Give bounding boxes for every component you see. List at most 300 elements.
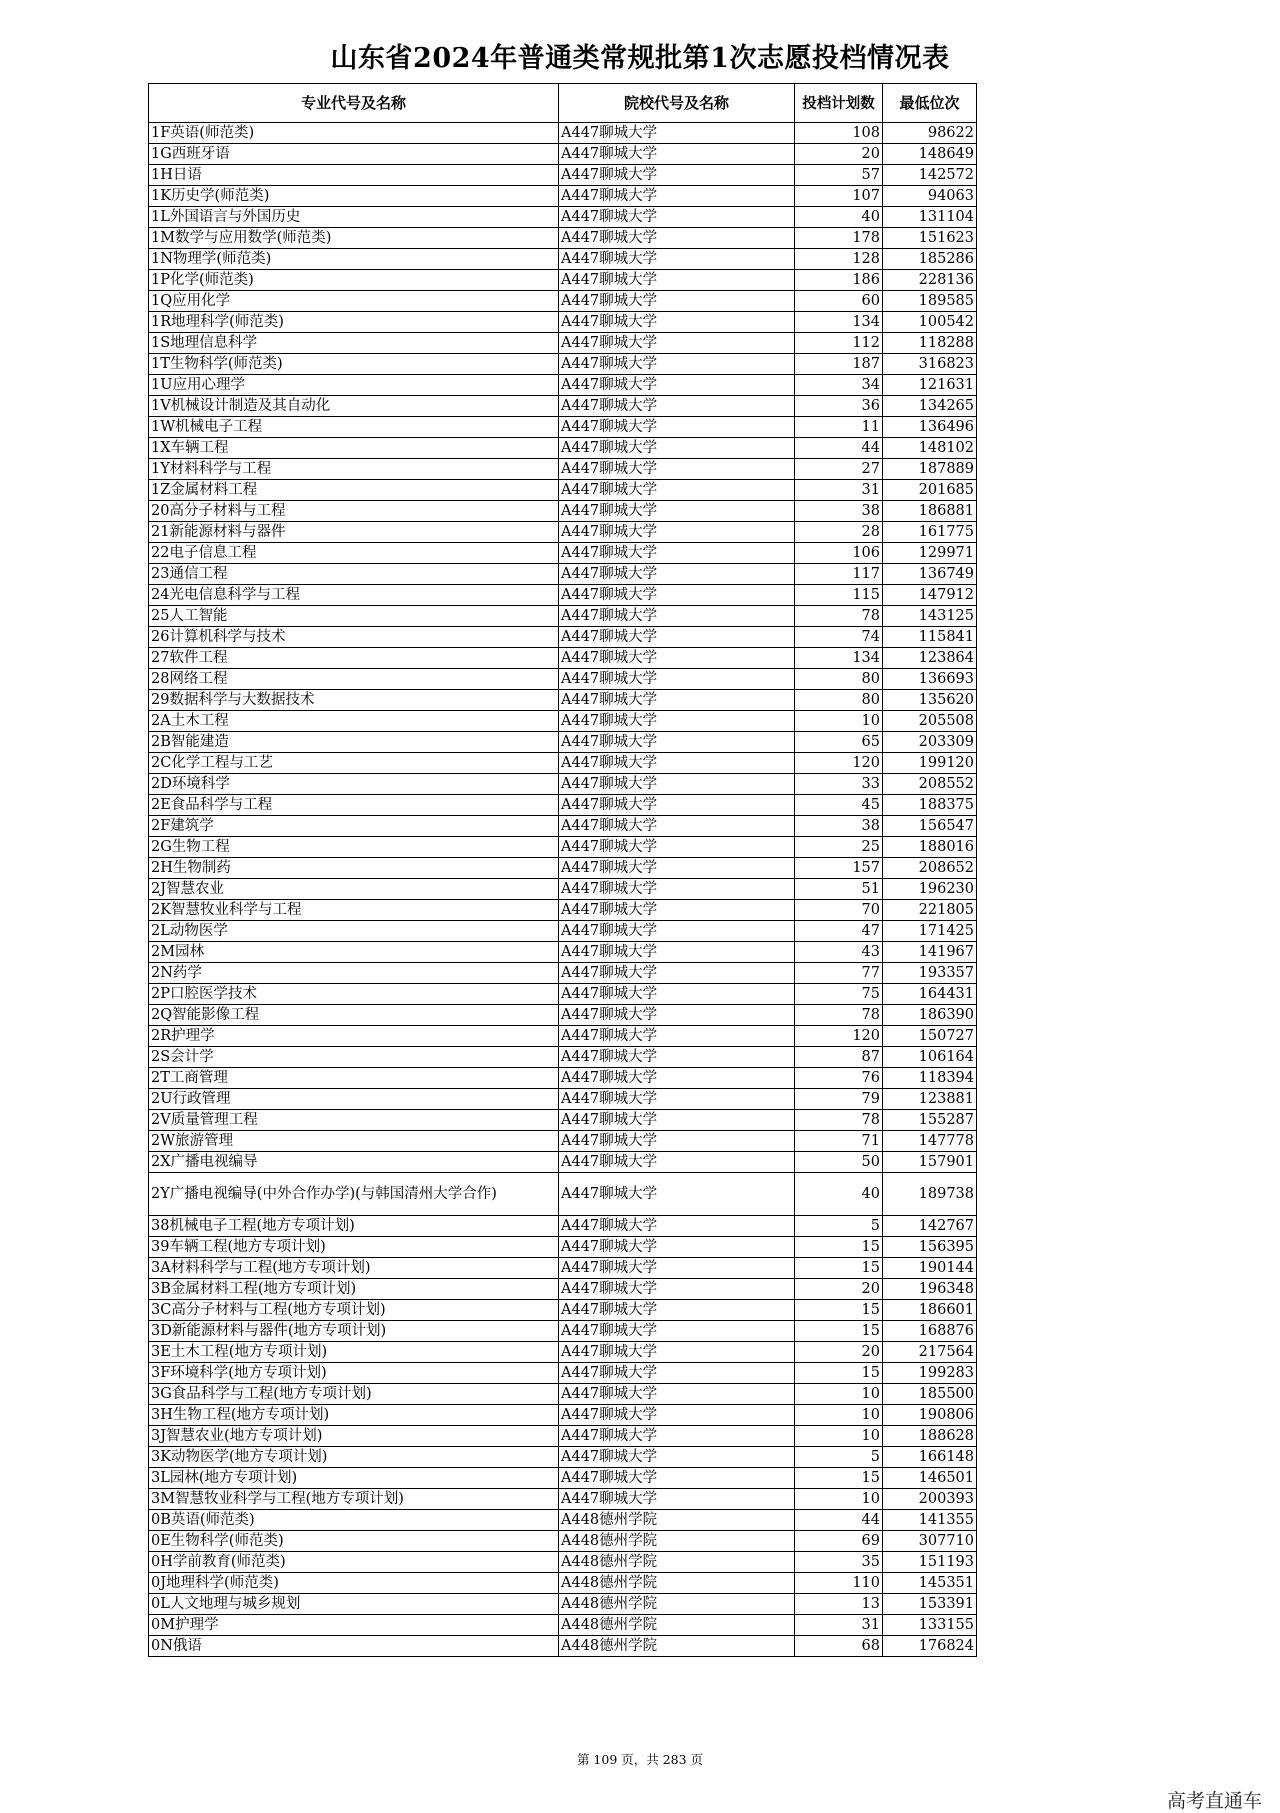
table-row	[149, 1531, 977, 1552]
cell-rank: 145351	[883, 1573, 977, 1594]
cell-plan: 15	[795, 1468, 883, 1489]
table-row	[149, 144, 977, 165]
cell-plan: 186	[795, 270, 883, 291]
cell-rank: 148102	[883, 438, 977, 459]
cell-rank: 146501	[883, 1468, 977, 1489]
cell-school: A447聊城大学	[559, 627, 795, 648]
cell-school: A447聊城大学	[559, 501, 795, 522]
table-row	[149, 1237, 977, 1258]
cell-school: A447聊城大学	[559, 753, 795, 774]
cell-school: A447聊城大学	[559, 480, 795, 501]
cell-plan: 35	[795, 1552, 883, 1573]
cell-rank: 98622	[883, 123, 977, 144]
cell-major: 2Q智能影像工程	[149, 1005, 559, 1026]
cell-plan: 44	[795, 1510, 883, 1531]
cell-major: 2E食品科学与工程	[149, 795, 559, 816]
cell-rank: 196348	[883, 1279, 977, 1300]
cell-rank: 121631	[883, 375, 977, 396]
cell-plan: 15	[795, 1300, 883, 1321]
cell-school: A447聊城大学	[559, 1405, 795, 1426]
cell-major: 1N物理学(师范类)	[149, 249, 559, 270]
table-row	[149, 627, 977, 648]
cell-rank: 188375	[883, 795, 977, 816]
cell-school: A447聊城大学	[559, 1468, 795, 1489]
cell-major: 2U行政管理	[149, 1089, 559, 1110]
cell-school: A447聊城大学	[559, 1300, 795, 1321]
cell-plan: 40	[795, 1173, 883, 1216]
cell-plan: 31	[795, 1615, 883, 1636]
cell-plan: 69	[795, 1531, 883, 1552]
table-row	[149, 1047, 977, 1068]
cell-plan: 128	[795, 249, 883, 270]
table-row	[149, 312, 977, 333]
cell-rank: 147778	[883, 1131, 977, 1152]
cell-plan: 15	[795, 1321, 883, 1342]
cell-plan: 20	[795, 144, 883, 165]
cell-rank: 199120	[883, 753, 977, 774]
cell-rank: 199283	[883, 1363, 977, 1384]
table-row	[149, 459, 977, 480]
cell-rank: 148649	[883, 144, 977, 165]
cell-school: A447聊城大学	[559, 333, 795, 354]
cell-school: A447聊城大学	[559, 900, 795, 921]
cell-school: A447聊城大学	[559, 564, 795, 585]
cell-school: A447聊城大学	[559, 165, 795, 186]
cell-rank: 168876	[883, 1321, 977, 1342]
cell-plan: 70	[795, 900, 883, 921]
table-row	[149, 1489, 977, 1510]
table-row	[149, 816, 977, 837]
cell-plan: 87	[795, 1047, 883, 1068]
cell-major: 0M护理学	[149, 1615, 559, 1636]
header-school: 院校代号及名称	[559, 84, 795, 123]
cell-rank: 123864	[883, 648, 977, 669]
table-row	[149, 921, 977, 942]
cell-major: 1H日语	[149, 165, 559, 186]
watermark: 高考直通车	[1166, 1790, 1262, 1812]
cell-school: A447聊城大学	[559, 396, 795, 417]
cell-major: 20高分子材料与工程	[149, 501, 559, 522]
table-row	[149, 1152, 977, 1173]
cell-rank: 156395	[883, 1237, 977, 1258]
table-row	[149, 606, 977, 627]
cell-plan: 110	[795, 1573, 883, 1594]
cell-rank: 141967	[883, 942, 977, 963]
cell-rank: 135620	[883, 690, 977, 711]
cell-major: 1Q应用化学	[149, 291, 559, 312]
cell-plan: 34	[795, 375, 883, 396]
cell-major: 28网络工程	[149, 669, 559, 690]
cell-school: A447聊城大学	[559, 1110, 795, 1131]
table-row	[149, 1300, 977, 1321]
table-row	[149, 354, 977, 375]
cell-school: A447聊城大学	[559, 1005, 795, 1026]
cell-plan: 78	[795, 606, 883, 627]
cell-plan: 33	[795, 774, 883, 795]
cell-plan: 44	[795, 438, 883, 459]
cell-school: A447聊城大学	[559, 690, 795, 711]
cell-school: A447聊城大学	[559, 1279, 795, 1300]
cell-school: A447聊城大学	[559, 1152, 795, 1173]
cell-major: 3L园林(地方专项计划)	[149, 1468, 559, 1489]
cell-school: A447聊城大学	[559, 1426, 795, 1447]
table-row	[149, 732, 977, 753]
cell-plan: 5	[795, 1216, 883, 1237]
cell-rank: 228136	[883, 270, 977, 291]
cell-school: A447聊城大学	[559, 942, 795, 963]
cell-school: A448德州学院	[559, 1615, 795, 1636]
cell-rank: 307710	[883, 1531, 977, 1552]
cell-rank: 188016	[883, 837, 977, 858]
table-row	[149, 438, 977, 459]
table-row	[149, 1636, 977, 1657]
cell-rank: 316823	[883, 354, 977, 375]
cell-major: 1R地理科学(师范类)	[149, 312, 559, 333]
cell-school: A447聊城大学	[559, 228, 795, 249]
cell-major: 1K历史学(师范类)	[149, 186, 559, 207]
cell-major: 0B英语(师范类)	[149, 1510, 559, 1531]
cell-major: 3F环境科学(地方专项计划)	[149, 1363, 559, 1384]
cell-major: 2B智能建造	[149, 732, 559, 753]
cell-plan: 10	[795, 711, 883, 732]
table-row	[149, 1173, 977, 1216]
cell-rank: 196230	[883, 879, 977, 900]
cell-plan: 40	[795, 207, 883, 228]
cell-rank: 187889	[883, 459, 977, 480]
table-row	[149, 774, 977, 795]
table-row	[149, 900, 977, 921]
cell-rank: 201685	[883, 480, 977, 501]
cell-plan: 11	[795, 417, 883, 438]
cell-school: A447聊城大学	[559, 1321, 795, 1342]
cell-plan: 13	[795, 1594, 883, 1615]
cell-plan: 10	[795, 1426, 883, 1447]
cell-plan: 15	[795, 1363, 883, 1384]
cell-major: 2X广播电视编导	[149, 1152, 559, 1173]
cell-rank: 118288	[883, 333, 977, 354]
cell-plan: 77	[795, 963, 883, 984]
cell-rank: 164431	[883, 984, 977, 1005]
cell-major: 2L动物医学	[149, 921, 559, 942]
cell-plan: 10	[795, 1405, 883, 1426]
cell-school: A447聊城大学	[559, 1047, 795, 1068]
cell-rank: 136496	[883, 417, 977, 438]
table-row	[149, 669, 977, 690]
cell-school: A447聊城大学	[559, 1131, 795, 1152]
cell-school: A447聊城大学	[559, 1363, 795, 1384]
cell-plan: 112	[795, 333, 883, 354]
cell-major: 24光电信息科学与工程	[149, 585, 559, 606]
cell-rank: 143125	[883, 606, 977, 627]
cell-major: 2J智慧农业	[149, 879, 559, 900]
cell-plan: 80	[795, 690, 883, 711]
table-row	[149, 375, 977, 396]
cell-plan: 38	[795, 501, 883, 522]
cell-rank: 151193	[883, 1552, 977, 1573]
cell-plan: 80	[795, 669, 883, 690]
table-row	[149, 1026, 977, 1047]
page-footer: 第 109 页，共 283 页	[576, 1752, 704, 1767]
cell-school: A447聊城大学	[559, 1258, 795, 1279]
cell-plan: 27	[795, 459, 883, 480]
cell-rank: 157901	[883, 1152, 977, 1173]
cell-rank: 136749	[883, 564, 977, 585]
table-row	[149, 648, 977, 669]
cell-school: A447聊城大学	[559, 795, 795, 816]
cell-major: 2Y广播电视编导(中外合作办学)(与韩国清州大学合作)	[149, 1173, 559, 1216]
cell-rank: 208552	[883, 774, 977, 795]
cell-plan: 74	[795, 627, 883, 648]
table-row	[149, 1384, 977, 1405]
cell-major: 29数据科学与大数据技术	[149, 690, 559, 711]
cell-school: A447聊城大学	[559, 711, 795, 732]
cell-major: 2M园林	[149, 942, 559, 963]
table-row	[149, 1363, 977, 1384]
cell-major: 2D环境科学	[149, 774, 559, 795]
table-row	[149, 858, 977, 879]
cell-rank: 136693	[883, 669, 977, 690]
cell-plan: 47	[795, 921, 883, 942]
cell-major: 2S会计学	[149, 1047, 559, 1068]
cell-rank: 189585	[883, 291, 977, 312]
cell-rank: 118394	[883, 1068, 977, 1089]
cell-major: 22电子信息工程	[149, 543, 559, 564]
cell-school: A447聊城大学	[559, 1173, 795, 1216]
cell-plan: 108	[795, 123, 883, 144]
cell-school: A447聊城大学	[559, 732, 795, 753]
cell-major: 2H生物制药	[149, 858, 559, 879]
table-row	[149, 396, 977, 417]
table-row	[149, 1110, 977, 1131]
cell-rank: 176824	[883, 1636, 977, 1657]
cell-major: 26计算机科学与技术	[149, 627, 559, 648]
cell-school: A447聊城大学	[559, 1384, 795, 1405]
table-row	[149, 1615, 977, 1636]
cell-rank: 190806	[883, 1405, 977, 1426]
cell-major: 2G生物工程	[149, 837, 559, 858]
cell-major: 3E土木工程(地方专项计划)	[149, 1342, 559, 1363]
table-row	[149, 1552, 977, 1573]
cell-school: A447聊城大学	[559, 522, 795, 543]
cell-rank: 186390	[883, 1005, 977, 1026]
cell-plan: 10	[795, 1384, 883, 1405]
cell-rank: 203309	[883, 732, 977, 753]
cell-plan: 134	[795, 312, 883, 333]
table-row	[149, 207, 977, 228]
cell-school: A448德州学院	[559, 1573, 795, 1594]
cell-plan: 79	[795, 1089, 883, 1110]
cell-plan: 36	[795, 396, 883, 417]
cell-rank: 156547	[883, 816, 977, 837]
cell-major: 1L外国语言与外国历史	[149, 207, 559, 228]
cell-rank: 94063	[883, 186, 977, 207]
cell-plan: 117	[795, 564, 883, 585]
cell-rank: 123881	[883, 1089, 977, 1110]
cell-rank: 166148	[883, 1447, 977, 1468]
cell-plan: 60	[795, 291, 883, 312]
cell-school: A447聊城大学	[559, 648, 795, 669]
cell-rank: 208652	[883, 858, 977, 879]
cell-rank: 142767	[883, 1216, 977, 1237]
admission-table	[148, 83, 977, 1657]
table-row	[149, 1573, 977, 1594]
cell-school: A447聊城大学	[559, 291, 795, 312]
cell-school: A447聊城大学	[559, 1068, 795, 1089]
cell-major: 1M数学与应用数学(师范类)	[149, 228, 559, 249]
cell-rank: 153391	[883, 1594, 977, 1615]
cell-school: A447聊城大学	[559, 1026, 795, 1047]
table-row	[149, 753, 977, 774]
table-body	[149, 123, 977, 1657]
table-row	[149, 417, 977, 438]
table-row	[149, 249, 977, 270]
table-row	[149, 984, 977, 1005]
cell-plan: 10	[795, 1489, 883, 1510]
cell-rank: 131104	[883, 207, 977, 228]
cell-rank: 129971	[883, 543, 977, 564]
cell-rank: 147912	[883, 585, 977, 606]
cell-major: 2K智慧牧业科学与工程	[149, 900, 559, 921]
table-row	[149, 1468, 977, 1489]
cell-school: A448德州学院	[559, 1594, 795, 1615]
cell-plan: 71	[795, 1131, 883, 1152]
cell-school: A447聊城大学	[559, 375, 795, 396]
table-row	[149, 1089, 977, 1110]
cell-major: 1S地理信息科学	[149, 333, 559, 354]
cell-major: 1F英语(师范类)	[149, 123, 559, 144]
cell-plan: 15	[795, 1237, 883, 1258]
cell-rank: 161775	[883, 522, 977, 543]
cell-school: A447聊城大学	[559, 207, 795, 228]
table-row	[149, 837, 977, 858]
table-row	[149, 1068, 977, 1089]
cell-school: A448德州学院	[559, 1531, 795, 1552]
cell-plan: 78	[795, 1110, 883, 1131]
cell-rank: 155287	[883, 1110, 977, 1131]
cell-rank: 221805	[883, 900, 977, 921]
table-row	[149, 564, 977, 585]
table-row	[149, 1258, 977, 1279]
cell-school: A447聊城大学	[559, 879, 795, 900]
cell-plan: 43	[795, 942, 883, 963]
table-row	[149, 963, 977, 984]
cell-plan: 20	[795, 1342, 883, 1363]
cell-school: A447聊城大学	[559, 186, 795, 207]
table-row	[149, 123, 977, 144]
cell-plan: 31	[795, 480, 883, 501]
cell-school: A447聊城大学	[559, 837, 795, 858]
cell-rank: 193357	[883, 963, 977, 984]
cell-rank: 106164	[883, 1047, 977, 1068]
cell-major: 1Z金属材料工程	[149, 480, 559, 501]
cell-school: A447聊城大学	[559, 1342, 795, 1363]
cell-major: 0H学前教育(师范类)	[149, 1552, 559, 1573]
table-header-row	[149, 84, 977, 123]
cell-major: 3A材料科学与工程(地方专项计划)	[149, 1258, 559, 1279]
cell-plan: 120	[795, 1026, 883, 1047]
table-row	[149, 522, 977, 543]
cell-major: 1W机械电子工程	[149, 417, 559, 438]
table-row	[149, 480, 977, 501]
cell-plan: 25	[795, 837, 883, 858]
cell-rank: 134265	[883, 396, 977, 417]
cell-rank: 188628	[883, 1426, 977, 1447]
cell-rank: 185500	[883, 1384, 977, 1405]
cell-plan: 57	[795, 165, 883, 186]
table-row	[149, 1216, 977, 1237]
cell-plan: 28	[795, 522, 883, 543]
cell-plan: 15	[795, 1258, 883, 1279]
table-row	[149, 942, 977, 963]
cell-school: A447聊城大学	[559, 1447, 795, 1468]
header-plan: 投档计划数	[795, 84, 883, 123]
table-row	[149, 1510, 977, 1531]
cell-major: 2N药学	[149, 963, 559, 984]
table-row	[149, 270, 977, 291]
cell-major: 2A土木工程	[149, 711, 559, 732]
table-row	[149, 711, 977, 732]
table-row	[149, 228, 977, 249]
cell-rank: 100542	[883, 312, 977, 333]
cell-school: A447聊城大学	[559, 963, 795, 984]
cell-major: 3K动物医学(地方专项计划)	[149, 1447, 559, 1468]
cell-major: 3G食品科学与工程(地方专项计划)	[149, 1384, 559, 1405]
cell-major: 21新能源材料与器件	[149, 522, 559, 543]
cell-school: A447聊城大学	[559, 816, 795, 837]
table-row	[149, 1342, 977, 1363]
table-row	[149, 543, 977, 564]
cell-plan: 65	[795, 732, 883, 753]
table-row	[149, 1279, 977, 1300]
table-row	[149, 501, 977, 522]
cell-school: A447聊城大学	[559, 1489, 795, 1510]
cell-school: A447聊城大学	[559, 921, 795, 942]
cell-rank: 115841	[883, 627, 977, 648]
cell-school: A447聊城大学	[559, 354, 795, 375]
cell-plan: 51	[795, 879, 883, 900]
cell-plan: 78	[795, 1005, 883, 1026]
cell-major: 3H生物工程(地方专项计划)	[149, 1405, 559, 1426]
table-row	[149, 795, 977, 816]
cell-major: 3M智慧牧业科学与工程(地方专项计划)	[149, 1489, 559, 1510]
cell-school: A447聊城大学	[559, 270, 795, 291]
cell-major: 1X车辆工程	[149, 438, 559, 459]
cell-school: A448德州学院	[559, 1636, 795, 1657]
cell-plan: 120	[795, 753, 883, 774]
cell-rank: 142572	[883, 165, 977, 186]
cell-school: A448德州学院	[559, 1510, 795, 1531]
cell-school: A447聊城大学	[559, 984, 795, 1005]
cell-school: A447聊城大学	[559, 858, 795, 879]
cell-rank: 189738	[883, 1173, 977, 1216]
cell-major: 0E生物科学(师范类)	[149, 1531, 559, 1552]
cell-major: 1U应用心理学	[149, 375, 559, 396]
table-row	[149, 291, 977, 312]
cell-major: 2R护理学	[149, 1026, 559, 1047]
table-row	[149, 186, 977, 207]
cell-school: A447聊城大学	[559, 417, 795, 438]
cell-major: 2P口腔医学技术	[149, 984, 559, 1005]
cell-plan: 50	[795, 1152, 883, 1173]
table-row	[149, 165, 977, 186]
cell-plan: 107	[795, 186, 883, 207]
cell-plan: 157	[795, 858, 883, 879]
cell-major: 23通信工程	[149, 564, 559, 585]
cell-rank: 150727	[883, 1026, 977, 1047]
cell-rank: 205508	[883, 711, 977, 732]
cell-major: 1T生物科学(师范类)	[149, 354, 559, 375]
cell-major: 2F建筑学	[149, 816, 559, 837]
